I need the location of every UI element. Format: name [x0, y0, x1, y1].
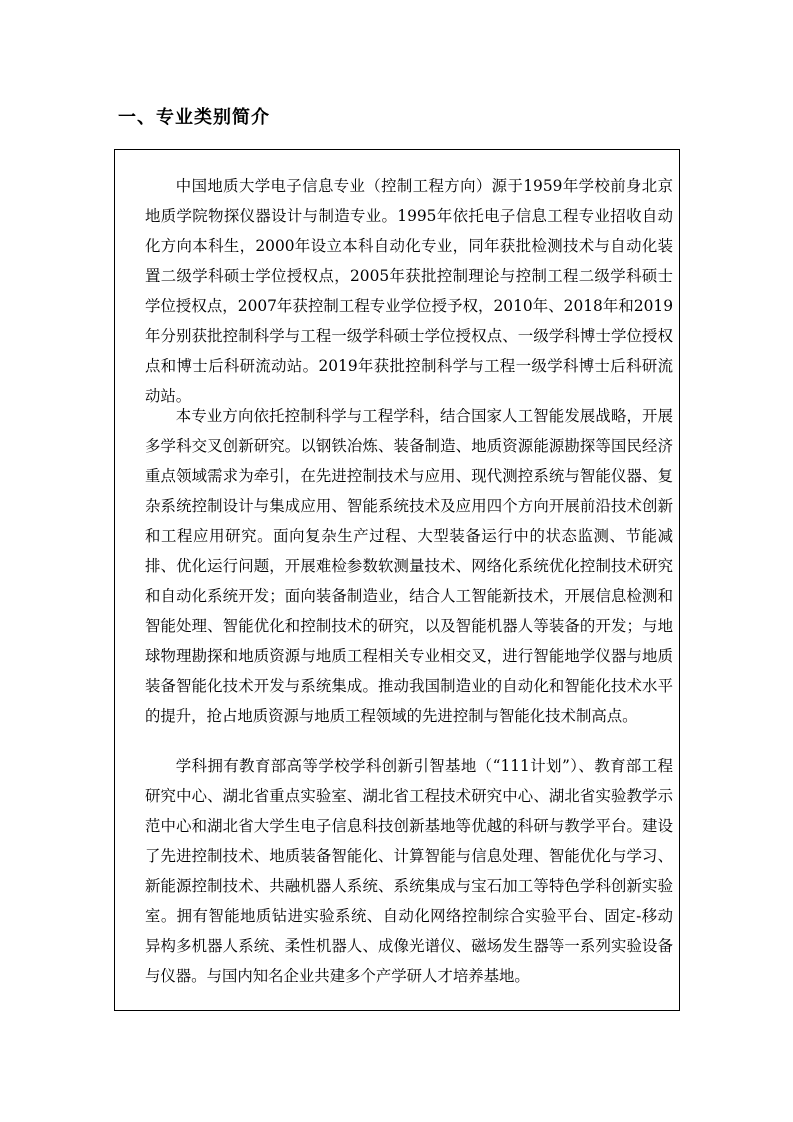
paragraph-history: 中国地质大学电子信息专业（控制工程方向）源于1959年学校前身北京地质学院物探仪器设计与制造专业。1995年依托电子信息工程专业招收自动化方向本科生，2000年设立本科自动化专业，同年获批检测技术与自动化装置二级学科硕士学位授权点，2005年获批控制理论与控制工程二级学科硕士学位授权点，2007年获控制工程专业学位授予权，2010年、2018年和2019年分别获批控制科学与工程一级学科硕士学位授权点、一级学科博士学位授权点和博士后科研流动站。2019年获批控制科学与工程一级学科博士后科研流动站。	[145, 177, 673, 405]
section-heading: 一、专业类别简介	[118, 107, 270, 128]
paragraph-platforms: 学科拥有教育部高等学校学科创新引智基地（“111计划”）、教育部工程研究中心、湖北省重点实验室、湖北省工程技术研究中心、湖北省实验教学示范中心和湖北省大学生电子信息科技创新基地等优越的科研与教学平台。建设了先进控制技术、地质装备智能化、计算智能与信息处理、智能优化与学习、新能源控制技术、共融机器人系统、系统集成与宝石加工等特色学科创新实验室。拥有智能地质钻进实验系统、自动化网络控制综合实验平台、固定-移动异构多机器人系统、柔性机器人、成像光谱仪、磁场发生器等一系列实验设备与仪器。与国内知名企业共建多个产学研人才培养基地。	[145, 757, 673, 985]
paragraph-research-directions: 本专业方向依托控制科学与工程学科，结合国家人工智能发展战略，开展多学科交叉创新研究。以钢铁冶炼、装备制造、地质资源能源勘探等国民经济重点领域需求为牵引，在先进控制技术与应用、现代测控系统与智能仪器、复杂系统控制设计与集成应用、智能系统技术及应用四个方向开展前沿技术创新和工程应用研究。面向复杂生产过程、大型装备运行中的状态监测、节能减排、优化运行问题，开展难检参数软测量技术、网络化系统优化控制技术研究和自动化系统开发；面向装备制造业，结合人工智能新技术，开展信息检测和智能处理、智能优化和控制技术的研究，以及智能机器人等装备的开发；与地球物理勘探和地质资源与地质工程相关专业相交叉，进行智能地学仪器与地质装备智能化技术开发与系统集成。推动我国制造业的自动化和智能化技术水平的提升，抢占地质资源与地质工程领域的先进控制与智能化技术制高点。	[145, 407, 673, 725]
